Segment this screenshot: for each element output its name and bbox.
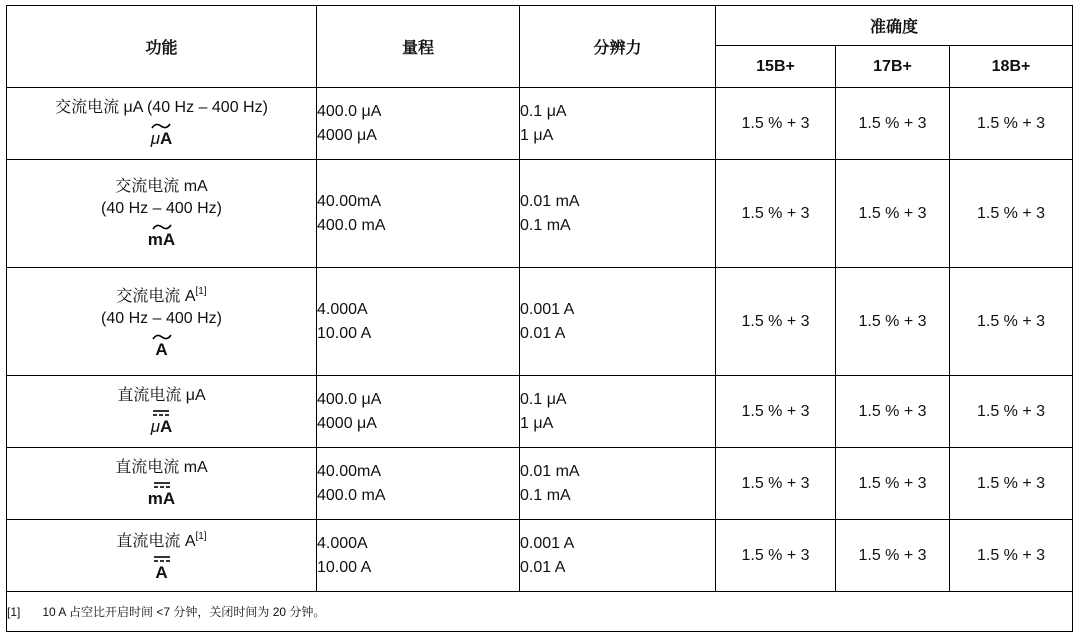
- range-value: 40.00mA: [317, 462, 382, 480]
- accuracy-value: 1.5 % + 3: [950, 376, 1073, 448]
- function-text: 直流电流 A: [116, 533, 196, 550]
- accuracy-value: 1.5 % + 3: [950, 520, 1073, 592]
- header-resolution: 分辨力: [520, 6, 716, 88]
- resolution-value: 0.001 A: [520, 534, 575, 552]
- function-text: (40 Hz – 400 Hz): [101, 310, 222, 327]
- accuracy-value: 1.5 % + 3: [836, 160, 950, 268]
- function-text: 交流电流 A: [116, 288, 196, 305]
- range-value: 40.00mA: [317, 192, 382, 210]
- function-cell: [7, 160, 317, 268]
- range-value: 400.0 mA: [317, 216, 386, 234]
- resolution-value: 0.001 A: [520, 300, 575, 318]
- table-row: [7, 376, 1073, 448]
- function-label: [7, 526, 316, 553]
- footnote-text: 10 A 占空比开启时间 <7 分钟，关闭时间为 20 分钟。: [42, 605, 326, 619]
- resolution-value: 0.01 A: [520, 324, 566, 342]
- table-row: [7, 448, 1073, 520]
- function-label: [7, 385, 316, 407]
- header-model-18b: 18B+: [950, 46, 1073, 88]
- header-accuracy: 准确度: [716, 6, 1073, 46]
- resolution-value: 0.01 mA: [520, 192, 580, 210]
- range-cell: [317, 268, 520, 376]
- resolution-value: 0.1 μA: [520, 102, 567, 120]
- accuracy-value: 1.5 % + 3: [836, 520, 950, 592]
- unit-symbol: A: [162, 229, 176, 249]
- function-label: [7, 457, 316, 479]
- range-value: 10.00 A: [317, 324, 372, 342]
- footnote-ref-mark: [1]: [195, 531, 207, 542]
- accuracy-value: 1.5 % + 3: [950, 448, 1073, 520]
- table-row: [7, 160, 1073, 268]
- accuracy-value: 1.5 % + 3: [716, 448, 836, 520]
- dc-current-icon: [152, 555, 172, 582]
- accuracy-value: 1.5 % + 3: [950, 160, 1073, 268]
- unit-symbol: A: [155, 563, 168, 582]
- range-cell: [317, 376, 520, 448]
- range-cell: [317, 520, 520, 592]
- resolution-cell: [520, 268, 716, 376]
- accuracy-value: 1.5 % + 3: [716, 520, 836, 592]
- accuracy-value: 1.5 % + 3: [836, 376, 950, 448]
- resolution-value: 1 μA: [520, 414, 554, 432]
- table-row: [7, 268, 1073, 376]
- range-value: 400.0 μA: [317, 390, 382, 408]
- function-label: [7, 308, 316, 330]
- accuracy-value: 1.5 % + 3: [836, 88, 950, 160]
- unit-symbol: A: [162, 488, 176, 508]
- resolution-value: 0.1 mA: [520, 216, 571, 234]
- function-label: [7, 97, 316, 119]
- accuracy-value: 1.5 % + 3: [950, 268, 1073, 376]
- footnote: [7, 592, 1073, 632]
- function-text: 交流电流 mA: [115, 177, 208, 195]
- function-label: [7, 281, 316, 308]
- unit-symbol: A: [160, 416, 173, 436]
- range-value: 4000 μA: [317, 126, 377, 144]
- resolution-cell: [520, 448, 716, 520]
- range-value: 400.0 μA: [317, 102, 382, 120]
- unit-prefix: μ: [150, 128, 161, 148]
- function-cell: [7, 268, 317, 376]
- range-cell: [317, 448, 520, 520]
- function-cell: [7, 376, 317, 448]
- dc-current-icon: [151, 409, 173, 436]
- accuracy-value: 1.5 % + 3: [716, 88, 836, 160]
- function-label: [7, 176, 316, 198]
- resolution-value: 1 μA: [520, 126, 554, 144]
- resolution-cell: [520, 520, 716, 592]
- resolution-cell: [520, 376, 716, 448]
- range-value: 4.000A: [317, 534, 368, 552]
- resolution-value: 0.1 μA: [520, 390, 567, 408]
- accuracy-value: 1.5 % + 3: [950, 88, 1073, 160]
- function-cell: [7, 88, 317, 160]
- range-cell: [317, 160, 520, 268]
- header-model-15b: 15B+: [716, 46, 836, 88]
- header-function: 功能: [7, 6, 317, 88]
- table-row: [7, 520, 1073, 592]
- function-text: (40 Hz – 400 Hz): [101, 199, 222, 217]
- resolution-cell: [520, 88, 716, 160]
- range-value: 400.0 mA: [317, 486, 386, 504]
- function-text: 直流电流 μA: [117, 386, 206, 404]
- range-value: 4.000A: [317, 300, 368, 318]
- spec-table: [6, 5, 1073, 632]
- resolution-value: 0.1 mA: [520, 486, 571, 504]
- accuracy-value: 1.5 % + 3: [716, 160, 836, 268]
- range-value: 4000 μA: [317, 414, 377, 432]
- function-cell: [7, 520, 317, 592]
- function-text: 交流电流 μA (40 Hz – 400 Hz): [55, 98, 268, 116]
- footnote-ref-mark: [1]: [195, 286, 207, 297]
- range-value: 10.00 A: [317, 558, 372, 576]
- resolution-value: 0.01 A: [520, 558, 566, 576]
- function-text: 直流电流 mA: [115, 458, 208, 476]
- unit-symbol: A: [160, 128, 173, 148]
- function-cell: [7, 448, 317, 520]
- ac-current-icon: [152, 332, 172, 359]
- accuracy-value: 1.5 % + 3: [716, 268, 836, 376]
- header-model-17b: 17B+: [836, 46, 950, 88]
- table-row: [7, 88, 1073, 160]
- function-label: [7, 198, 316, 220]
- resolution-value: 0.01 mA: [520, 462, 580, 480]
- unit-symbol: A: [155, 340, 168, 359]
- ac-current-icon: [151, 121, 173, 148]
- footnote-ref: [1]: [7, 605, 21, 619]
- unit-prefix: μ: [150, 416, 161, 436]
- dc-current-icon: [148, 481, 175, 508]
- unit-prefix: m: [147, 229, 163, 249]
- resolution-cell: [520, 160, 716, 268]
- header-range: 量程: [317, 6, 520, 88]
- accuracy-value: 1.5 % + 3: [836, 448, 950, 520]
- unit-prefix: m: [147, 488, 163, 508]
- accuracy-value: 1.5 % + 3: [716, 376, 836, 448]
- range-cell: [317, 88, 520, 160]
- accuracy-value: 1.5 % + 3: [836, 268, 950, 376]
- ac-current-icon: [148, 222, 175, 249]
